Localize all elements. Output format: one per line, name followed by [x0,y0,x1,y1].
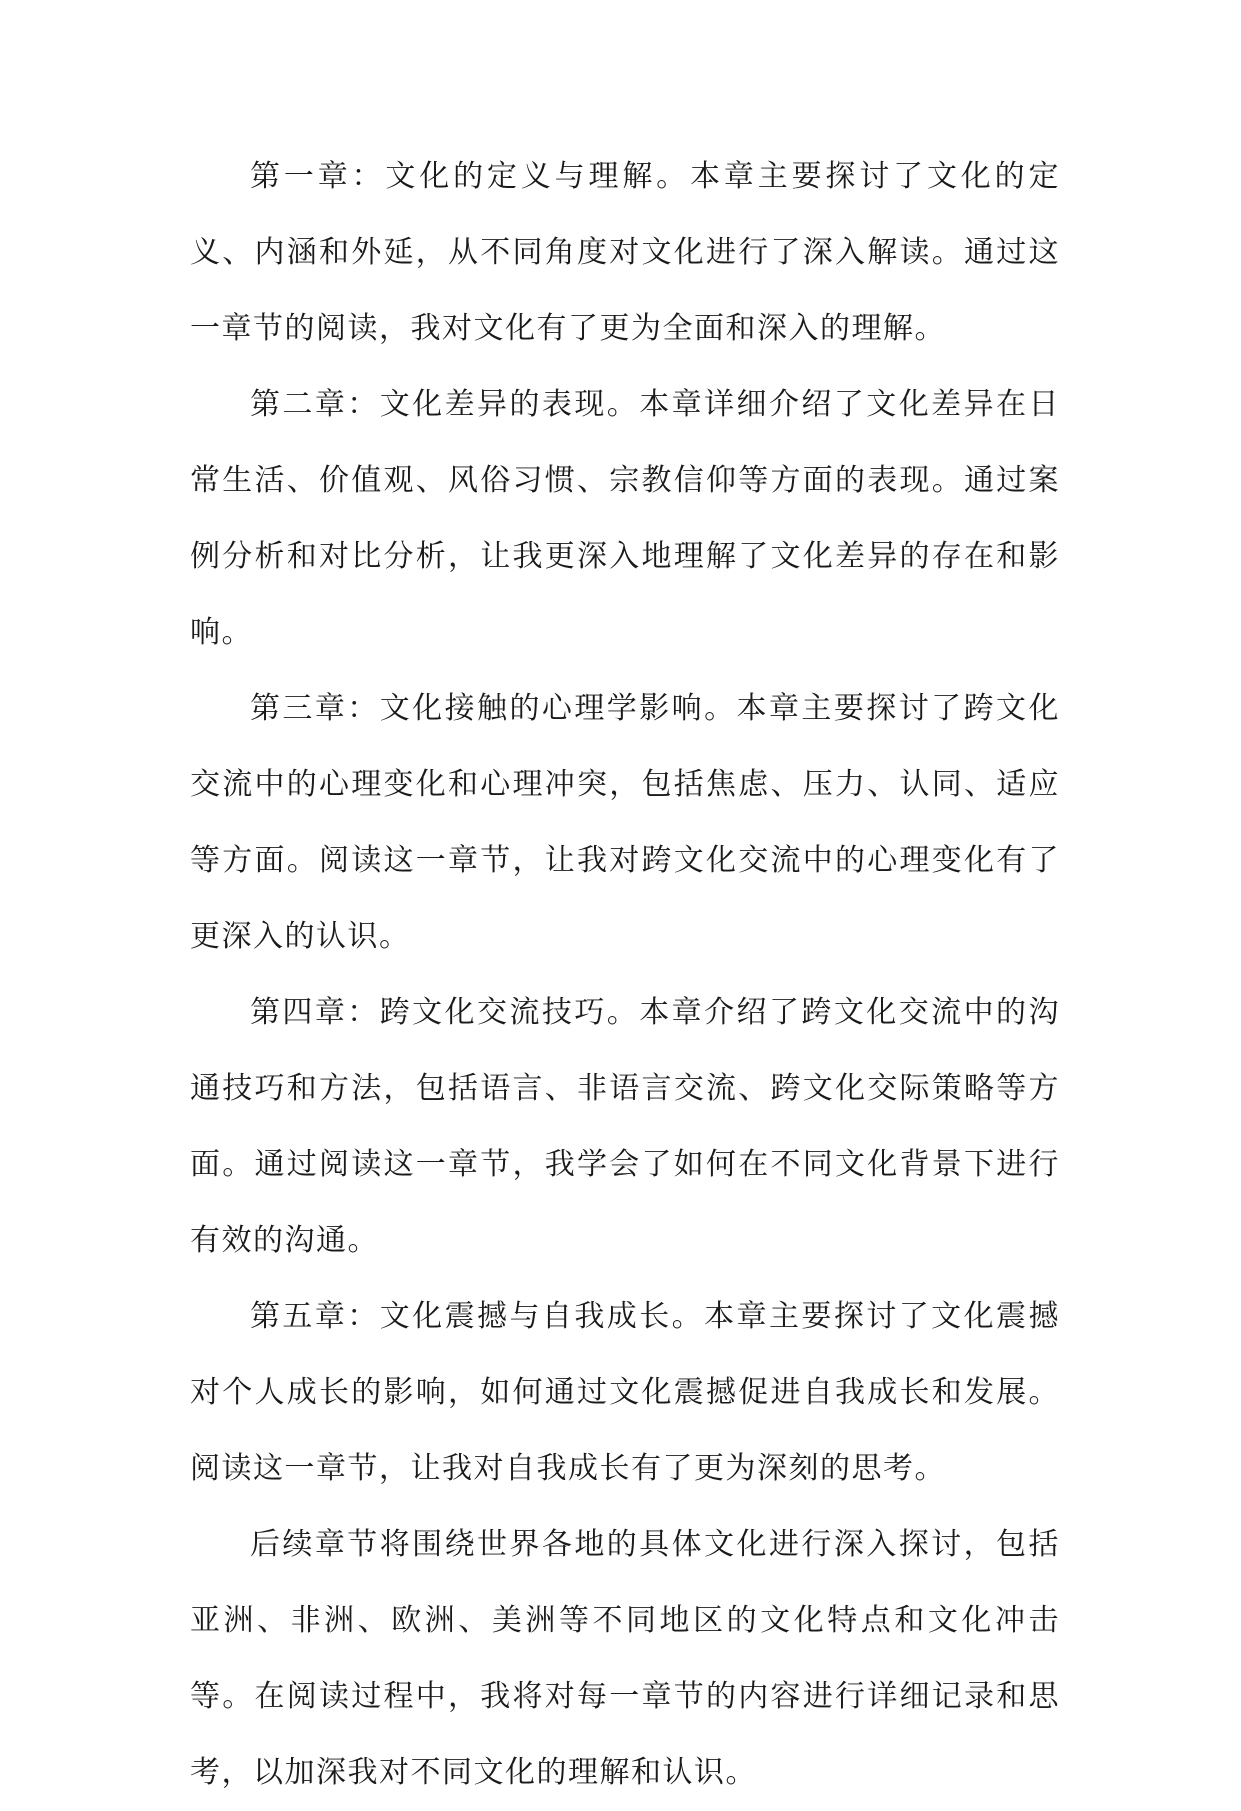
paragraph-chapter-5: 第五章：文化震撼与自我成长。本章主要探讨了文化震撼对个人成长的影响，如何通过文化震撼促进自我成长和发展。阅读这一章节，让我对自我成长有了更为深刻的思考。 [190,1299,1060,1486]
paragraph-later-chapters: 后续章节将围绕世界各地的具体文化进行深入探讨，包括亚洲、非洲、欧洲、美洲等不同地区的文化特点和文化冲击等。在阅读过程中，我将对每一章节的内容进行详细记录和思考，以加深我对不同文化的理解和认识。 [190,1527,1060,1790]
paragraph-chapter-2: 第二章：文化差异的表现。本章详细介绍了文化差异在日常生活、价值观、风俗习惯、宗教信仰等方面的表现。通过案例分析和对比分析，让我更深入地理解了文化差异的存在和影响。 [190,387,1060,650]
paragraph-chapter-3: 第三章：文化接触的心理学影响。本章主要探讨了跨文化交流中的心理变化和心理冲突，包括焦虑、压力、认同、适应等方面。阅读这一章节，让我对跨文化交流中的心理变化有了更深入的认识。 [190,691,1060,954]
document-body [190,139,1060,1811]
paragraph-chapter-1: 第一章：文化的定义与理解。本章主要探讨了文化的定义、内涵和外延，从不同角度对文化进行了深入解读。通过这一章节的阅读，我对文化有了更为全面和深入的理解。 [190,159,1060,346]
paragraph-chapter-4: 第四章：跨文化交流技巧。本章介绍了跨文化交流中的沟通技巧和方法，包括语言、非语言交流、跨文化交际策略等方面。通过阅读这一章节，我学会了如何在不同文化背景下进行有效的沟通。 [190,995,1060,1258]
